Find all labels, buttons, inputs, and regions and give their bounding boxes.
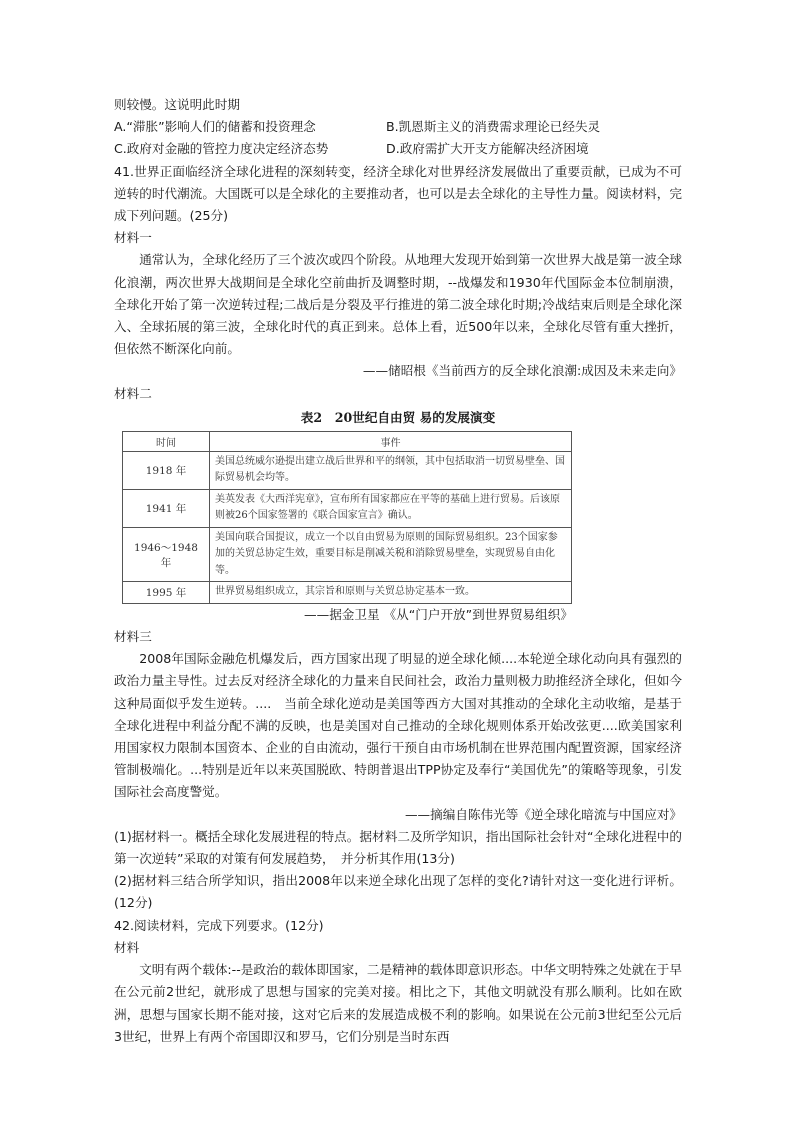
question-continuation: 则较慢。这说明此时期 (114, 97, 240, 112)
option-d: D.政府需扩大开支方能解决经济困境 (386, 141, 589, 157)
row-year: 1946～1948 年 (123, 527, 210, 582)
table-row (123, 489, 572, 527)
material-2-label: 材料二 (114, 385, 152, 401)
option-a: A.“滞胀”影响人们的储蓄和投资理念 (114, 119, 316, 135)
options-row-1 (114, 116, 682, 138)
material-1-text: 通常认为，全球化经历了三个波次或四个阶段。从地理大发现开始到第一次世界大战是第一波全球化浪潮，两次世界大战期间是全球化空前曲折及调整时期，--战爆发和1930年代国际金本位制崩溃，全球化开始了第一次逆转过程;二战后是分裂及平行推进的第二波全球化时期;冷战结束后则是全球化深入、全球拓展的第三波，全球化时代的真正到来。总体上看，近500年以来，全球化尽管有重大挫折，但依然不断深化向前。 (114, 252, 682, 357)
option-c: C.政府对金融的管控力度决定经济态势 (114, 141, 329, 157)
sub-question-1: (1)据材料一。概括全球化发展进程的特点。据材料二及所学知识，指出国际社会针对“全球化进程中的第一次逆转”采取的对策有何发展趋势， 并分析其作用(13分) (114, 828, 682, 867)
table-row (123, 451, 572, 489)
q41-intro: 41.世界正面临经济全球化进程的深刻转变，经济全球化对世界经济发展做出了重要贡献，已成为不可逆转的时代潮流。大国既可以是全球化的主要推动者，也可以是去全球化的主导性力量。阅读材料，完成下列问题。(25分) (114, 163, 682, 224)
material-2-source: ——据金卫星 《从“门户开放”到世界贸易组织》 (304, 606, 573, 622)
material-3-text: 2008年国际金融危机爆发后，西方国家出现了明显的逆全球化倾....本轮逆全球化动向具有强烈的政治力量主导性。过去反对经济全球化的力量来自民间社会，政治力量则极力助推经济全球化，但如今这种局面似乎发生逆转。.... 当前全球化逆动是美国等西方大国对其推动的全球化主动收缩，是基于全球化进程中利益分配不满的反映，也是美国对自己推动的全球化规则体系开始改弦更....欧美国家利用国家权力限制本国资本、企业的自由流动，强行干预自由市场机制在世界范围内配置资源，国家经济管制极端化。...特别是近年以来英国脱欧、特朗普退出TPP协定及奉行“美国优先”的策略等现象，引发国际社会高度警觉。 (114, 651, 682, 800)
table-row (123, 582, 572, 604)
header-event: 事件 (210, 431, 572, 451)
q42-material-label: 材料 (114, 939, 140, 955)
row-year: 1918 年 (123, 451, 210, 489)
row-year: 1995 年 (123, 582, 210, 604)
row-event: 世界贸易组织成立，其宗旨和原则与关贸总协定基本一致。 (210, 582, 572, 604)
material-3-label: 材料三 (114, 629, 152, 645)
q42-material-text: 文明有两个载体:--是政治的载体即国家，二是精神的载体即意识形态。中华文明特殊之处就在于早在公元前2世纪，就形成了思想与国家的完美对接。相比之下，其他文明就没有那么顺利。比如在欧洲，思想与国家长期不能对接，这对它后来的发展造成极不利的影响。如果说在公元前3世纪至公元后3世纪，世界上有两个帝国即汉和罗马，它们分别是当时东西 (114, 962, 682, 1044)
table-title: 表2 20世纪自由贸 易的发展演变 (300, 409, 496, 425)
option-b: B.凯恩斯主义的消费需求理论已经失灵 (386, 119, 601, 135)
row-event: 美国向联合国提议，成立一个以自由贸易为原则的国际贸易组织。23个国家参加的关贸总协定生效，重要目标是削减关税和消除贸易壁垒，实现贸易自由化等。 (210, 527, 572, 582)
material-3-source: ——摘编自陈伟光等《逆全球化暗流与中国应对》 (404, 806, 682, 822)
q42-intro: 42.阅读材料，完成下列要求。(12分) (114, 917, 324, 933)
material-1-label: 材料一 (114, 230, 152, 246)
trade-events-table (122, 431, 572, 604)
exam-page (114, 94, 682, 1048)
table-row (123, 527, 572, 582)
row-event: 美英发表《大西洋宪章》，宣布所有国家都应在平等的基础上进行贸易。后该原则被26个国家签署的《联合国家宣言》确认。 (210, 489, 572, 527)
options-row-2 (114, 138, 682, 160)
sub-question-2: (2)据材料三结合所学知识，指出2008年以来逆全球化出现了怎样的变化?请针对这一变化进行评析。(12分) (114, 873, 682, 911)
material-1-source: ——储昭根《当前西方的反全球化浪潮:成因及未来走向》 (362, 363, 682, 379)
row-year: 1941 年 (123, 489, 210, 527)
row-event: 美国总统威尔逊提出建立战后世界和平的纲领，其中包括取消一切贸易壁垒、国际贸易机会均等。 (210, 451, 572, 489)
header-time: 时间 (123, 431, 210, 451)
table-header-row (123, 431, 572, 451)
